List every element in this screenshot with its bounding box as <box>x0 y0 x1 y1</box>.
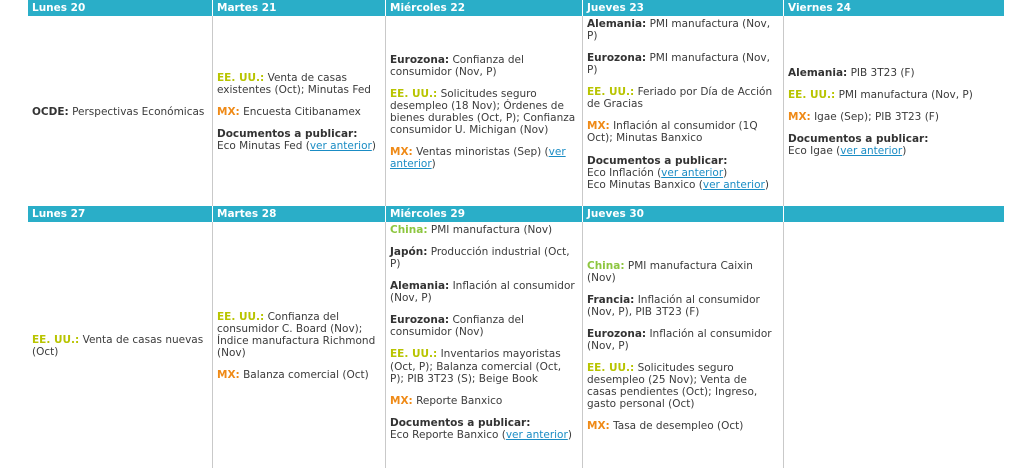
event-item <box>587 362 779 410</box>
country-label: MX: <box>217 105 240 118</box>
day-header <box>784 206 1004 222</box>
event-text: Perspectivas Económicas <box>68 105 205 118</box>
documents-label: Documentos a publicar: <box>788 133 929 146</box>
day-cell <box>784 16 1004 206</box>
day-header: Jueves 23 <box>583 0 784 16</box>
economic-calendar <box>28 0 1004 468</box>
day-cell <box>583 222 784 468</box>
event-item <box>390 417 578 441</box>
documents-label: Documentos a publicar: <box>217 128 358 141</box>
event-item <box>788 67 1000 79</box>
event-item <box>217 128 381 152</box>
event-item <box>217 72 381 96</box>
document-line <box>587 179 779 191</box>
event-text: ) <box>902 145 907 158</box>
country-label: Alemania: <box>587 18 647 30</box>
ver-anterior-link[interactable]: ver anterior <box>309 140 372 153</box>
event-item <box>788 89 1000 101</box>
event-item <box>32 106 208 118</box>
event-text: Ventas minoristas (Sep) ( <box>412 146 549 159</box>
event-text: Tasa de desempleo (Oct) <box>609 420 744 433</box>
document-line <box>217 140 381 152</box>
event-text: Confianza del consumidor (Nov, P) <box>390 53 524 78</box>
event-item <box>390 88 578 136</box>
event-text: Venta de casas existentes (Oct); Minutas Fed <box>217 71 371 96</box>
day-header: Martes 28 <box>213 206 386 222</box>
event-text: Reporte Banxico <box>412 394 503 407</box>
event-text: Encuesta Citibanamex <box>239 105 361 118</box>
event-text: Inflación al consumidor (Nov, P) <box>390 280 575 305</box>
event-text: Venta de casas nuevas (Oct) <box>32 333 204 358</box>
day-cell <box>28 222 213 468</box>
day-cell <box>213 222 386 468</box>
ver-anterior-link[interactable]: ver anterior <box>661 166 724 179</box>
event-text: PMI manufactura (Nov) <box>427 224 553 236</box>
week2-row <box>28 222 1004 468</box>
event-item <box>587 420 779 432</box>
country-label: OCDE: <box>32 105 69 118</box>
event-item <box>587 328 779 352</box>
event-text: PMI manufactura (Nov, P) <box>835 88 973 101</box>
event-text: Eco Reporte Banxico ( <box>390 428 506 441</box>
country-label: Eurozona: <box>587 327 647 340</box>
country-label: EE. UU.: <box>32 333 80 346</box>
country-label: EE. UU.: <box>390 348 438 361</box>
event-text: Inventarios mayoristas (Oct, P); Balanza comercial (Oct, P); PIB 3T23 (S); Beige Book <box>390 348 562 385</box>
event-text: Eco Igae ( <box>788 145 841 158</box>
event-text: Inflación al consumidor (1Q Oct); Minutas Banxico <box>587 120 758 145</box>
country-label: China: <box>390 224 428 236</box>
country-label: MX: <box>390 394 413 407</box>
ver-anterior-link[interactable]: ver anterior <box>505 428 568 441</box>
event-item <box>217 106 381 118</box>
event-item <box>390 54 578 78</box>
event-text: ) <box>431 158 436 171</box>
event-text: PMI manufactura Caixin (Nov) <box>587 259 753 284</box>
event-text: Inflación al consumidor (Nov, P), PIB 3T23 (F) <box>587 293 760 318</box>
ver-anterior-link[interactable]: ver anterior <box>390 146 566 171</box>
event-text: Eco Minutas Fed ( <box>217 140 310 153</box>
event-text: ) <box>764 178 769 191</box>
country-label: MX: <box>788 110 811 123</box>
event-text: PMI manufactura (Nov, P) <box>587 18 771 43</box>
day-cell <box>28 16 213 206</box>
week2-header <box>28 206 1004 222</box>
day-header: Miércoles 29 <box>386 206 583 222</box>
country-label: MX: <box>587 120 610 133</box>
country-label: Japón: <box>390 246 428 259</box>
event-text: Producción industrial (Oct, P) <box>390 246 570 271</box>
event-item <box>587 52 779 76</box>
event-item <box>217 369 381 381</box>
documents-label: Documentos a publicar: <box>390 416 531 429</box>
country-label: China: <box>587 259 625 272</box>
country-label: MX: <box>390 146 413 159</box>
country-label: EE. UU.: <box>217 71 265 84</box>
event-text: ) <box>723 166 728 179</box>
event-item <box>587 86 779 110</box>
country-label: EE. UU.: <box>587 362 635 375</box>
event-item <box>390 224 578 236</box>
event-item <box>587 120 779 144</box>
day-header: Miércoles 22 <box>386 0 583 16</box>
document-line <box>390 429 578 441</box>
documents-label: Documentos a publicar: <box>587 154 728 167</box>
country-label: EE. UU.: <box>217 310 265 323</box>
event-text: Feriado por Día de Acción de Gracias <box>587 86 773 111</box>
event-text: Eco Inflación ( <box>587 166 662 179</box>
day-cell <box>583 16 784 206</box>
event-item <box>587 294 779 318</box>
event-item <box>390 280 578 304</box>
country-label: Eurozona: <box>390 314 450 327</box>
country-label: EE. UU.: <box>587 86 635 99</box>
event-item <box>217 311 381 359</box>
event-text: Confianza del consumidor C. Board (Nov); Índice manufactura Richmond (Nov) <box>217 310 376 360</box>
event-text: ) <box>567 428 572 441</box>
country-label: MX: <box>587 420 610 433</box>
day-header: Viernes 24 <box>788 2 851 14</box>
week1-header <box>28 0 1004 16</box>
country-label: Alemania: <box>390 280 450 293</box>
event-item <box>390 314 578 338</box>
event-item <box>390 246 578 270</box>
day-header: Lunes 27 <box>28 206 213 222</box>
document-line <box>587 167 779 179</box>
country-label: EE. UU.: <box>390 87 438 100</box>
event-text: ) <box>371 140 376 153</box>
event-item <box>587 155 779 191</box>
country-label: Eurozona: <box>587 52 647 65</box>
ver-anterior-link[interactable]: ver anterior <box>840 145 903 158</box>
country-label: Eurozona: <box>390 53 450 66</box>
day-header: Jueves 30 <box>583 206 784 222</box>
country-label: EE. UU.: <box>788 88 836 101</box>
event-item <box>32 334 208 358</box>
day-cell <box>386 222 583 468</box>
event-item <box>587 18 779 42</box>
event-text: Confianza del consumidor (Nov) <box>390 314 524 339</box>
week1-row <box>28 16 1004 206</box>
day-cell <box>784 222 1004 468</box>
event-item <box>390 395 578 407</box>
day-cell <box>386 16 583 206</box>
event-text: PMI manufactura (Nov, P) <box>587 52 770 77</box>
event-item <box>788 111 1000 123</box>
ver-anterior-link[interactable]: ver anterior <box>702 178 765 191</box>
event-item <box>390 146 578 170</box>
event-text: Solicitudes seguro desempleo (25 Nov); Venta de casas pendientes (Oct); Ingreso, gasto personal (Oct) <box>587 362 758 411</box>
event-text: PIB 3T23 (F) <box>847 66 915 79</box>
event-text: Balanza comercial (Oct) <box>239 369 369 382</box>
event-text: Igae (Sep); PIB 3T23 (F) <box>810 110 939 123</box>
country-label: Alemania: <box>788 66 848 79</box>
country-label: Francia: <box>587 293 635 306</box>
event-item <box>788 133 1000 157</box>
event-item <box>587 260 779 284</box>
document-line <box>788 145 1000 157</box>
event-item <box>390 348 578 384</box>
country-label: MX: <box>217 369 240 382</box>
event-text: Eco Minutas Banxico ( <box>587 178 703 191</box>
day-header: Martes 21 <box>213 0 386 16</box>
event-text: Solicitudes seguro desempleo (18 Nov); Órdenes de bienes durables (Oct, P); Confianza consumidor U. Michigan (Nov) <box>390 87 576 137</box>
event-text: Inflación al consumidor (Nov, P) <box>587 327 772 352</box>
day-cell <box>213 16 386 206</box>
day-header: Lunes 20 <box>28 0 213 16</box>
